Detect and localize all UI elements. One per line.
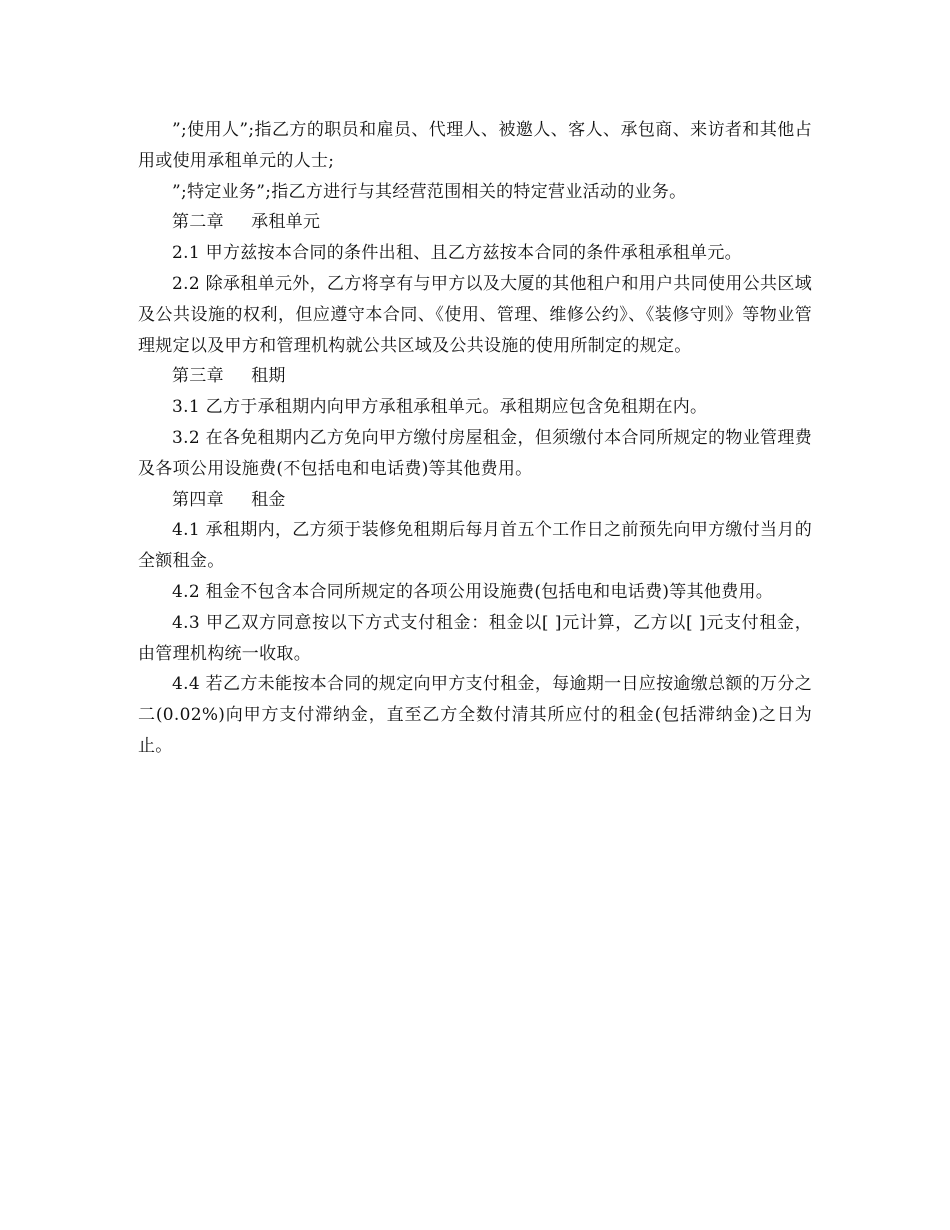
clause-2-1: 2.1 甲方兹按本合同的条件出租、且乙方兹按本合同的条件承租承租单元。 [172,243,742,264]
clause-4-1: 4.1 承租期内，乙方须于装修免租期后每月首五个工作日之前预先向甲方缴付当月的全额租金。 [138,520,812,572]
chapter-number: 第三章 [172,366,224,387]
clause-3-2: 3.2 在各免租期内乙方免向甲方缴付房屋租金，但须缴付本合同所规定的物业管理费及各项公用设施费(不包括电和电话费)等其他费用。 [138,427,812,479]
chapter-number: 第二章 [172,212,224,233]
document-page [138,115,812,762]
chapter-title: 承租单元 [251,212,321,233]
clause-4-2: 4.2 租金不包含本合同所规定的各项公用设施费(包括电和电话费)等其他费用。 [172,581,774,602]
chapter-title: 租期 [251,366,286,387]
definition-specific-business: ”;特定业务”;指乙方进行与其经营范围相关的特定营业活动的业务。 [172,181,687,202]
clause-3-1: 3.1 乙方于承租期内向甲方承租承租单元。承租期应包含免租期在内。 [172,397,708,418]
chapter-title: 租金 [251,489,286,510]
clause-4-4: 4.4 若乙方未能按本合同的规定向甲方支付租金，每逾期一日应按逾缴总额的万分之二(0.02%)向甲方支付滞纳金，直至乙方全数付清其所应付的租金(包括滞纳金)之日为止。 [138,674,812,756]
chapter-2-heading [138,207,812,238]
definition-users: ”;使用人”;指乙方的职员和雇员、代理人、被邀人、客人、承包商、来访者和其他占用或使用承租单元的人士; [138,120,812,171]
chapter-3-heading [138,361,812,392]
clause-4-3: 4.3 甲乙双方同意按以下方式支付租金：租金以[ ]元计算，乙方以[ ]元支付租金，由管理机构统一收取。 [138,612,812,664]
chapter-number: 第四章 [172,489,224,510]
chapter-4-heading [138,485,812,516]
clause-2-2: 2.2 除承租单元外，乙方将享有与甲方以及大厦的其他租户和用户共同使用公共区域及公共设施的权利，但应遵守本合同、《使用、管理、维修公约》、《装修守则》等物业管理规定以及甲方和管理机构就公共区域及公共设施的使用所制定的规定。 [138,273,812,356]
